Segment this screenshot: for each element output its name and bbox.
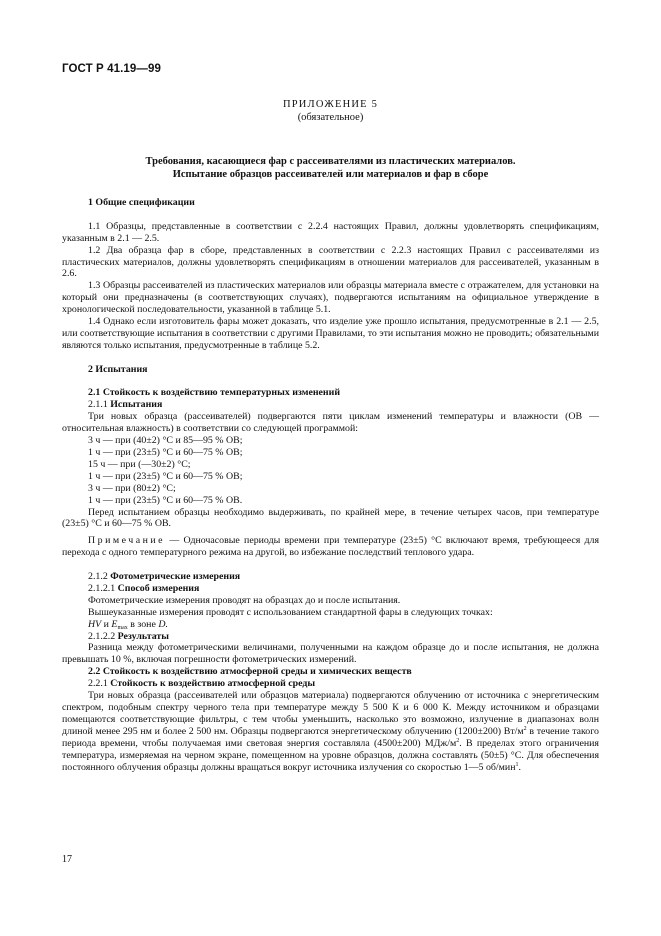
subsection-title: Стойкость к воздействию атмосферной среды [110, 678, 316, 690]
program-item: 3 ч — при (80±2) °С; [88, 482, 176, 494]
main-title-line-2: Испытание образцов рассеивателей или материалов и фар в сборе [172, 169, 489, 180]
program-item: 1 ч — при (23±5) °С и 60—75 % ОВ. [88, 494, 243, 506]
paragraph-atmospheric: Три новых образца (рассеивателей или образцов материала) подвергаются облучению от источника с энергетическим спектром, подобным спектру черного тела при температуре между 5 500 К и 6 000 К. Между источником и образцами помещаются соответствующие фильтры, с тем чтобы уменьшить, насколько это возможно, излучение в диапазонах волн длиной менее 295 нм и более 2 500 нм. Образцы подвергаются энергетическому облучению (1200±200) $Вт/м^2$ в течение такого периода времени, чтобы получаемая ими световая энергия составляла (4500±200) МДж/$м^2$. В пределах этого ограничения температура, измеряемая на черном экране, помещенном на уровне образцов, должна составлять (50±5) °С. Для обеспечения постоянного облучения образцы должны вращаться вокруг источника излучения со скоростью 1—5 об/мин$^1$. [62, 690, 599, 773]
annex-subtitle: (обязательное) [297, 112, 364, 123]
paragraph-results: Разница между фотометрическими величинами, полученными на каждом образце до и после испытания, не должна превышать 10 %, включая погрешности фотометрических измерений. [62, 642, 599, 666]
point-hv: HV [88, 618, 102, 630]
main-title-line-1: Требования, касающиеся фар с рассеивателями из пластических материалов. [145, 156, 516, 167]
note-text: — Одночасовые периоды времени при температуре (23±5) °С включают время, требующееся для перехода с одного температурного режима на другой, во избежание последствий теплового удара. [62, 535, 599, 559]
document-body [62, 197, 599, 773]
program-item: 1 ч — при (23±5) °С и 60—75 % ОВ; [88, 446, 243, 458]
zone-d: D. [158, 618, 168, 630]
program-item: 3 ч — при (40±2) °С и 85—95 % ОВ; [88, 435, 243, 447]
section-1-heading: 1 Общие спецификации [88, 197, 195, 208]
note-label: Примечание [88, 535, 166, 547]
subsection-2-1-2-heading [62, 571, 599, 583]
paragraph-before-test: Перед испытанием образцы необходимо выдерживать, по крайней мере, в течение четырех часов, при температуре (23±5) °С и 60—75 % ОВ. [62, 506, 599, 530]
subsection-number: 2.1.1 [88, 399, 108, 411]
subsection-title: Фотометрические измерения [110, 571, 241, 583]
program-item: 15 ч — при (—30±2) °С; [88, 458, 191, 470]
page-number: 17 [62, 854, 72, 865]
measurement-points: HV и $E_{max}$ в зоне D. [88, 618, 168, 631]
subsection-2-1-2-1-heading [62, 583, 599, 595]
subsection-number: 2.2.1 [88, 678, 108, 690]
document-header: ГОСТ Р 41.19—99 [62, 63, 161, 75]
note [62, 535, 599, 559]
section-2-heading: 2 Испытания [88, 363, 148, 375]
paragraph-photometric-2: Вышеуказанные измерения проводят с использованием стандартной фары в следующих точках: [88, 606, 493, 618]
subsection-2-1-heading: 2.1 Стойкость к воздействию температурных изменений [88, 387, 341, 399]
subsection-2-1-1-heading [62, 399, 599, 411]
main-title [62, 155, 599, 181]
subsection-title: Способ измерения [117, 582, 200, 594]
subsection-2-1-2-2-heading [62, 631, 599, 643]
point-e: E [111, 618, 118, 630]
subsection-2-2-heading: 2.2 Стойкость к воздействию атмосферной среды и химических веществ [88, 666, 412, 678]
subsection-title: Результаты [117, 630, 169, 642]
paragraph-1-2: 1.2 Два образца фар в сборе, представленных в соответствии с 2.2.3 настоящих Правил с рассеивателями из пластических материалов, должны удовлетворять спецификациям в отношении материалов для рассеивателей, указанным в 2.6. [62, 244, 599, 280]
subsection-number: 2.1.2.1 [88, 582, 116, 594]
paragraph-photometric-1: Фотометрические измерения проводят на образцах до и после испытания. [88, 594, 401, 606]
subsection-number: 2.1.2 [88, 571, 108, 583]
paragraph-1-1: 1.1 Образцы, представленные в соответствии с 2.2.4 настоящих Правил, должны удовлетворять спецификациям, указанным в 2.1 — 2.5. [62, 220, 599, 244]
annex-heading [0, 98, 661, 124]
subsection-2-2-1-heading [62, 678, 599, 690]
paragraph-1-4: 1.4 Однако если изготовитель фары может доказать, что изделие уже прошло испытания, предусмотренные в 2.1 — 2.5, или соответствующие испытания в соответствии с другими Правилами, то эти испытания можно не проводить; обязательными являются только испытания, предусмотренные в таблице 5.2. [62, 316, 599, 351]
subsection-number: 2.1.2.2 [88, 630, 116, 642]
paragraph-test-intro: Три новых образца (рассеивателей) подвергаются пяти циклам изменений температуры и влажности (ОВ — относительная влажность) в соответствии со следующей программой: [62, 411, 599, 435]
program-item: 1 ч — при (23±5) °С и 60—75 % ОВ; [88, 470, 243, 482]
paragraph-1-3: 1.3 Образцы рассеивателей из пластических материалов или образцы материала вместе с отражателем, для установки на который они предназначены (в соответствующих случаях), подвергаются испытаниям на официальное утверждение в хронологической последовательности, указанной в таблице 5.1. [62, 280, 599, 316]
subsection-title: Испытания [110, 399, 163, 411]
annex-title: ПРИЛОЖЕНИЕ 5 [282, 99, 379, 110]
